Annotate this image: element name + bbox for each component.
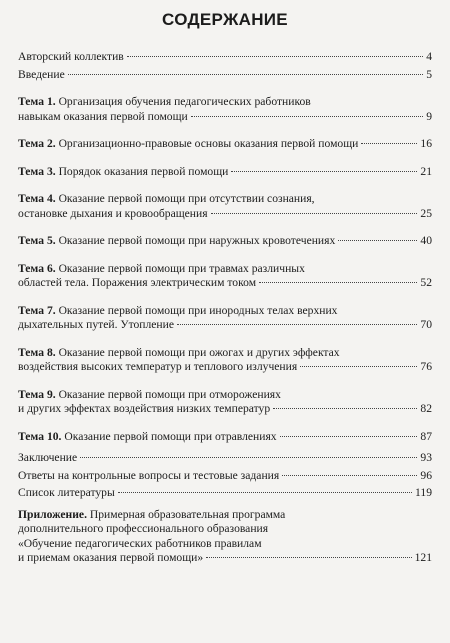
toc-entry-text: областей тела. Поражения электрическим током <box>18 276 257 289</box>
toc-entry-text: Оказание первой помощи при наружных кровотечениях <box>58 234 336 247</box>
toc-page-number: 119 <box>415 486 432 499</box>
toc-leader-dots <box>211 213 418 214</box>
toc-entry-text: Организация обучения педагогических работников <box>58 95 311 108</box>
toc-entry[interactable] <box>18 262 432 291</box>
toc-leader-dots <box>127 56 423 57</box>
toc-leader-dots <box>361 143 417 144</box>
toc-page-number: 52 <box>420 276 432 289</box>
toc-page-number: 96 <box>420 468 432 482</box>
toc-page-number: 21 <box>420 164 432 178</box>
toc-leader-dots <box>231 171 417 172</box>
toc-page-number: 4 <box>426 50 432 63</box>
toc-entry-text: Оказание первой помощи при инородных телах верхних <box>58 303 338 317</box>
toc-entry[interactable] <box>18 486 432 501</box>
toc-entry-label: Тема 3. <box>18 164 56 178</box>
toc-page-number: 87 <box>420 429 432 443</box>
toc-entry[interactable] <box>18 234 432 249</box>
toc-entry[interactable] <box>18 95 432 124</box>
toc-entry-text: Авторский коллектив <box>18 50 124 63</box>
toc-page-number: 121 <box>414 551 432 564</box>
toc-entry-label: Тема 8. <box>18 345 56 359</box>
toc-entry[interactable] <box>18 68 432 83</box>
toc-page-number: 16 <box>420 137 432 150</box>
toc-entry-label: Приложение. <box>18 507 87 521</box>
toc-entry[interactable] <box>18 304 432 333</box>
page-title: СОДЕРЖАНИЕ <box>162 10 288 29</box>
toc-entry-label: Тема 9. <box>18 387 56 401</box>
toc-entry-label: Тема 6. <box>18 261 56 275</box>
toc-entry-label: Тема 5. <box>18 234 56 247</box>
toc-leader-dots <box>273 408 417 409</box>
toc-entry[interactable] <box>18 469 432 484</box>
toc-entry-line <box>18 537 432 552</box>
toc-leader-dots <box>68 74 423 75</box>
toc-entry-line <box>18 304 432 319</box>
toc-entry-line <box>18 508 432 523</box>
toc-entry-text: и других эффектах воздействия низких температур <box>18 402 271 415</box>
toc-entry-text: Список литературы <box>18 486 115 499</box>
toc-page-number: 40 <box>420 234 432 247</box>
toc-entry-line <box>18 95 432 110</box>
toc-entry-text: воздействия высоких температур и теплового излучения <box>18 360 298 373</box>
toc-leader-dots <box>300 366 417 367</box>
toc-entry-text: Ответы на контрольные вопросы и тестовые задания <box>18 468 280 482</box>
toc-entry-label: Тема 2. <box>18 137 56 150</box>
toc-entry-line <box>18 522 432 537</box>
toc-leader-dots <box>206 557 411 558</box>
toc-entry[interactable] <box>18 508 432 566</box>
toc-entry-text: Оказание первой помощи при травмах различных <box>58 261 305 275</box>
toc-leader-dots <box>259 282 417 283</box>
toc-page-number: 70 <box>420 318 432 331</box>
toc-entry-label: Тема 7. <box>18 303 56 317</box>
toc-entry-text: «Обучение педагогических работников правилам <box>18 536 262 550</box>
toc-entry[interactable] <box>18 430 432 445</box>
toc-page-number: 76 <box>420 360 432 373</box>
toc-entry[interactable] <box>18 346 432 375</box>
toc-entry-text: дополнительного профессионального образования <box>18 522 269 535</box>
toc-entry-text: Примерная образовательная программа <box>89 507 286 521</box>
toc-entry[interactable] <box>18 165 432 180</box>
toc-entry-line <box>18 346 432 361</box>
toc-page-number: 93 <box>420 451 432 464</box>
toc-entry-text: и приемам оказания первой помощи» <box>18 551 204 564</box>
toc-entry[interactable] <box>18 451 432 466</box>
toc-entry-label: Тема 4. <box>18 192 56 205</box>
toc-entry-label: Тема 10. <box>18 429 62 443</box>
toc-leader-dots <box>191 116 423 117</box>
toc-entry[interactable] <box>18 137 432 152</box>
toc-entry-line <box>18 388 432 403</box>
toc-entry-text: Оказание первой помощи при отморожениях <box>58 387 281 401</box>
toc-page-number: 5 <box>426 67 432 81</box>
toc-leader-dots <box>118 492 412 493</box>
toc-entry-text: остановке дыхания и кровообращения <box>18 206 208 220</box>
toc-entry-text: навыкам оказания первой помощи <box>18 109 188 123</box>
toc-page-number: 82 <box>420 402 432 415</box>
toc-entry-text: Порядок оказания первой помощи <box>58 164 229 178</box>
toc-entry-text: Оказание первой помощи при отсутствии сознания, <box>58 192 315 205</box>
toc-entry[interactable] <box>18 192 432 221</box>
toc-page-number: 9 <box>426 109 432 123</box>
toc-entry-line <box>18 192 432 207</box>
toc-leader-dots <box>338 240 417 241</box>
toc-page <box>18 8 432 566</box>
toc-entry[interactable] <box>18 388 432 417</box>
toc-list <box>18 50 432 566</box>
toc-entry-label: Тема 1. <box>18 95 56 108</box>
toc-entry-text: дыхательных путей. Утопление <box>18 318 174 331</box>
toc-page-number: 25 <box>420 206 432 220</box>
toc-entry-text: Оказание первой помощи при отравлениях <box>64 429 277 443</box>
toc-entry-text: Оказание первой помощи при ожогах и других эффектах <box>58 345 340 359</box>
toc-entry[interactable] <box>18 50 432 65</box>
toc-entry-line <box>18 262 432 277</box>
toc-leader-dots <box>80 457 417 458</box>
toc-leader-dots <box>280 436 418 437</box>
toc-leader-dots <box>282 475 417 476</box>
toc-entry-text: Организационно-правовые основы оказания первой помощи <box>58 137 359 150</box>
toc-entry-text: Заключение <box>18 451 78 464</box>
toc-entry-text: Введение <box>18 67 65 81</box>
toc-leader-dots <box>177 324 417 325</box>
